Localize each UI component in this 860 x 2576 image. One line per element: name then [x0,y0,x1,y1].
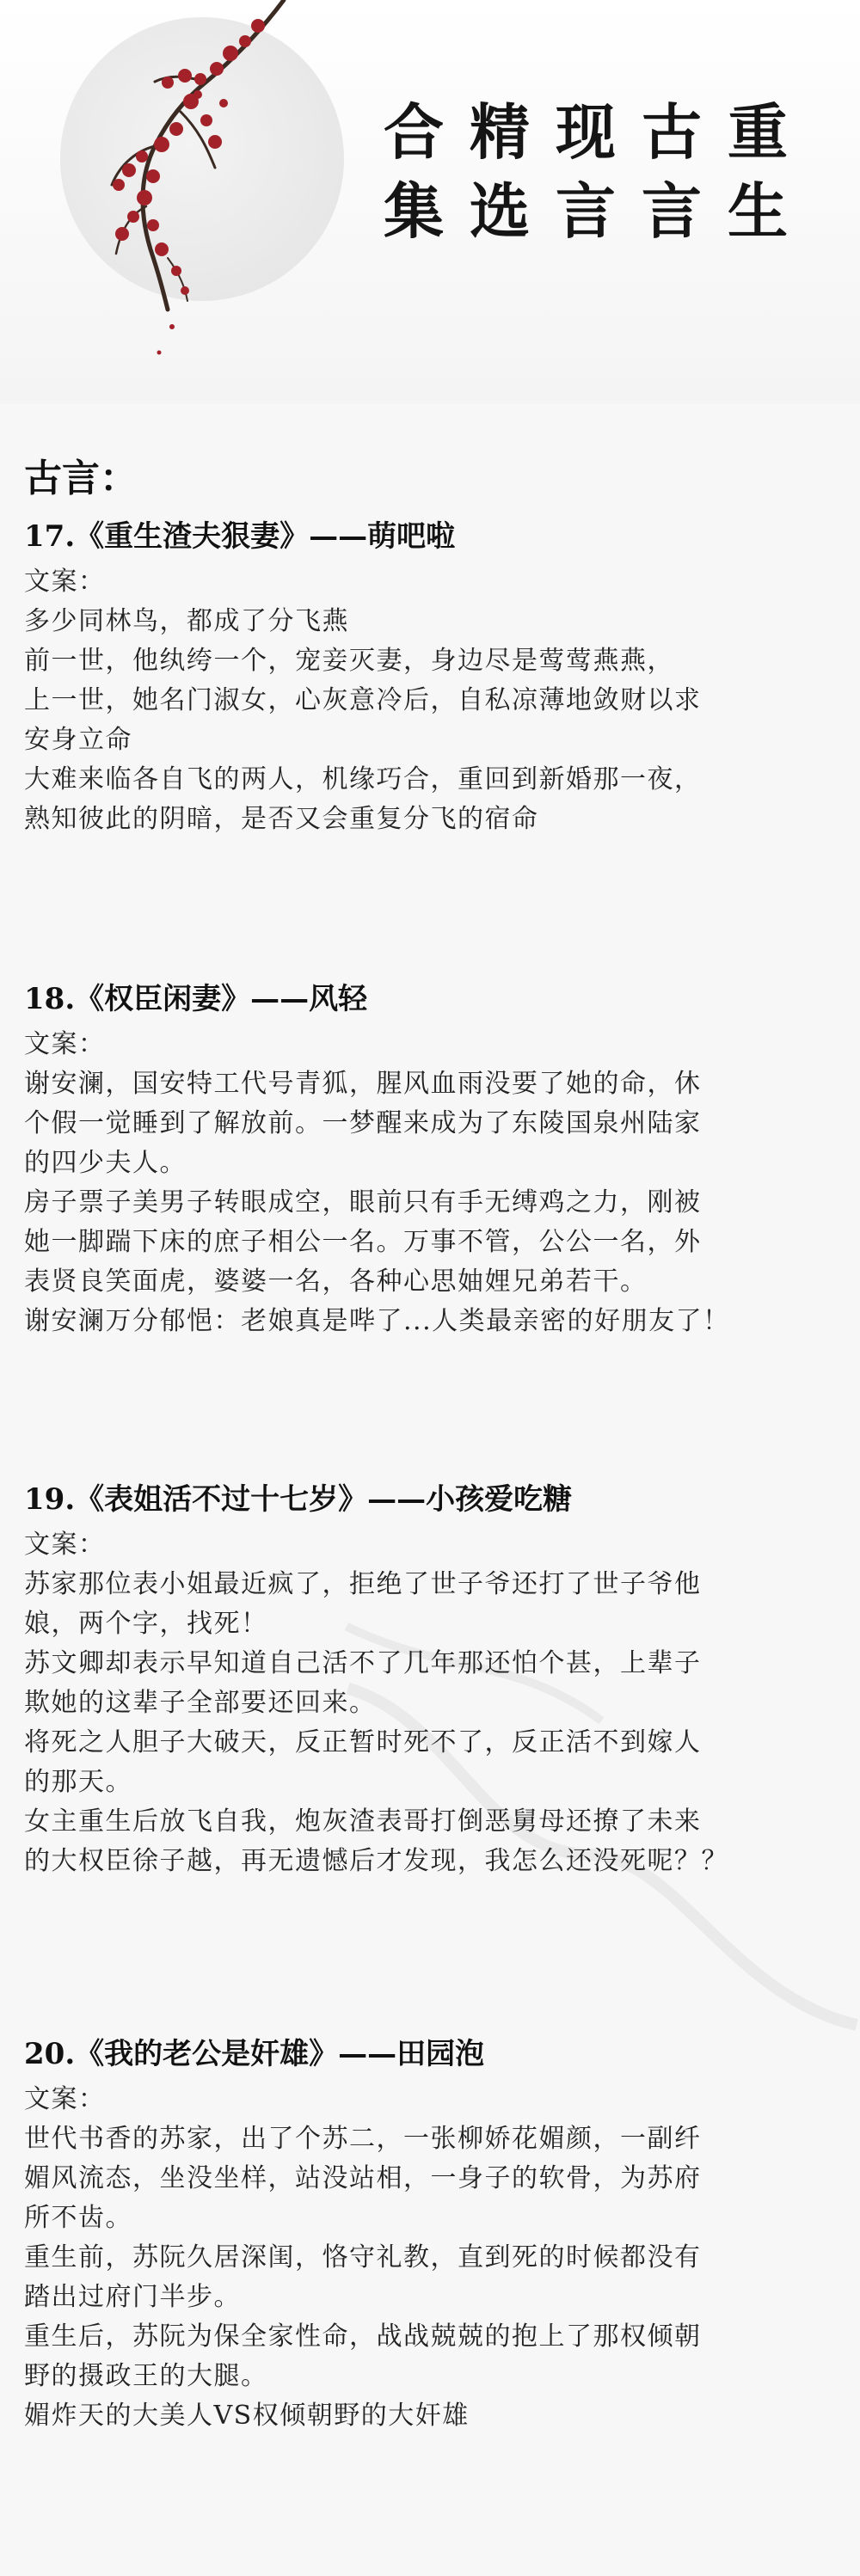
synopsis-line: 大难来临各自飞的两人，机缘巧合，重回到新婚那一夜， [24,764,702,794]
entry-title: 17.《重生渣夫狠妻》——萌吧啦 [24,519,456,554]
synopsis-line: 上一世，她名门淑女，心灰意冷后，自私凉薄地敛财以求 [24,685,702,715]
synopsis-line: 女主重生后放飞自我，炮灰渣表哥打倒恶舅母还撩了未来 [24,1806,702,1837]
entry-label: 文案： [24,2084,106,2114]
title-character: 选 [470,175,530,247]
book-entry [24,2033,841,2436]
title-column [464,96,535,247]
synopsis-line: 世代书香的苏家，出了个苏二，一张柳娇花媚颜，一副纤 [24,2124,702,2154]
synopsis-line: 苏家那位表小姐最近疯了，拒绝了世子爷还打了世子爷他 [24,1569,702,1599]
synopsis-line: 苏文卿却表示早知道自己活不了几年那还怕个甚，上辈子 [24,1648,702,1678]
section-heading: 古言： [24,457,138,500]
synopsis-line: 前一世，他纨绔一个，宠妾灭妻，身边尽是莺莺燕燕， [24,646,674,676]
header-banner [0,0,860,404]
synopsis-line: 谢安澜，国安特工代号青狐，腥风血雨没要了她的命，休 [24,1069,702,1099]
title-character: 现 [556,96,616,168]
title-character: 重 [728,96,788,168]
title-character: 言 [556,175,616,247]
entry-title: 20.《我的老公是奸雄》——田园泡 [24,2037,485,2071]
entry-title: 19.《表姐活不过十七岁》——小孩爱吃糖 [24,1482,573,1517]
title-character: 精 [470,96,530,168]
synopsis-line: 的那天。 [24,1767,132,1797]
banner-title [378,96,793,247]
synopsis-line: 媚炸天的大美人VS权倾朝野的大奸雄 [24,2401,470,2431]
plum-blossom-branch [0,0,361,378]
title-character: 言 [642,175,702,247]
entry-label: 文案： [24,567,106,597]
synopsis-line: 安身立命 [24,725,132,755]
synopsis-line: 所不齿。 [24,2203,132,2233]
entry-label: 文案： [24,1029,106,1059]
title-character: 生 [728,175,788,247]
synopsis-line: 踏出过府门半步。 [24,2282,241,2312]
book-entry [24,516,841,839]
book-entry [24,1479,841,1881]
title-column [636,96,707,247]
synopsis-line: 重生前，苏阮久居深闺，恪守礼教，直到死的时候都没有 [24,2242,702,2272]
synopsis-line: 个假一觉睡到了解放前。一梦醒来成为了东陵国泉州陆家 [24,1108,702,1138]
entry-label: 文案： [24,1530,106,1560]
synopsis-line: 表贤良笑面虎，婆婆一名，各种心思妯娌兄弟若干。 [24,1267,648,1297]
synopsis-line: 房子票子美男子转眼成空，眼前只有手无缚鸡之力，刚被 [24,1187,702,1217]
synopsis-line: 重生后，苏阮为保全家性命，战战兢兢的抱上了那权倾朝 [24,2321,702,2352]
title-character: 合 [384,96,444,168]
synopsis-line: 欺她的这辈子全部要还回来。 [24,1688,377,1718]
synopsis-line: 的四少夫人。 [24,1148,187,1178]
title-character: 集 [384,175,444,247]
synopsis-line: 野的摄政王的大腿。 [24,2361,268,2391]
synopsis-line: 谢安澜万分郁悒：老娘真是哔了...人类最亲密的好朋友了！ [24,1306,730,1336]
synopsis-line: 她一脚踹下床的庶子相公一名。万事不管，公公一名，外 [24,1227,702,1257]
synopsis-line: 媚风流态，坐没坐样，站没站相，一身子的软骨，为苏府 [24,2163,702,2193]
synopsis-line: 娘，两个字，找死！ [24,1609,268,1639]
title-column [378,96,449,247]
synopsis-line: 将死之人胆子大破天，反正暂时死不了，反正活不到嫁人 [24,1727,702,1757]
book-entry [24,978,841,1341]
title-character: 古 [642,96,702,168]
synopsis-line: 熟知彼此的阴暗，是否又会重复分飞的宿命 [24,804,539,834]
synopsis-line: 多少同林鸟，都成了分飞燕 [24,606,349,636]
synopsis-line: 的大权臣徐子越，再无遗憾后才发现，我怎么还没死呢？？ [24,1846,728,1876]
entry-title: 18.《权臣闲妻》——风轻 [24,982,368,1016]
title-column [550,96,621,247]
title-column [722,96,793,247]
